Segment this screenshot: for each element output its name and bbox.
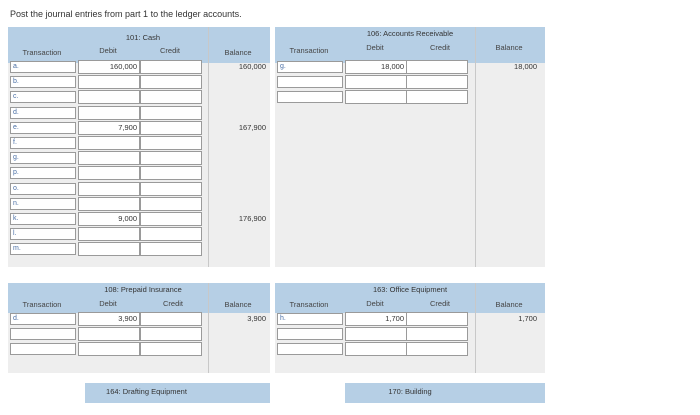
cash-row-transaction[interactable]: p.: [10, 167, 76, 179]
prepaid-row-transaction[interactable]: [10, 343, 76, 355]
instruction-text: Post the journal entries from part 1 to the ledger accounts.: [10, 9, 242, 19]
cash-row-transaction[interactable]: b.: [10, 76, 76, 88]
ar-row-transaction[interactable]: [277, 91, 343, 103]
cash-row-credit-input[interactable]: [140, 212, 202, 226]
cash-row-debit-input[interactable]: [78, 136, 140, 150]
cash-row-credit-input[interactable]: [140, 151, 202, 165]
cash-row-debit-input[interactable]: [78, 166, 140, 180]
ar-col-debit: Debit: [366, 43, 384, 52]
prepaid-col-credit: Credit: [162, 299, 183, 308]
office-title: 163: Office Equipment: [372, 285, 448, 294]
building-title: 170: Building: [388, 387, 432, 396]
prepaid-row-transaction[interactable]: d.: [10, 313, 76, 325]
cash-row-transaction[interactable]: l.: [10, 228, 76, 240]
prepaid-row-debit-input[interactable]: [78, 327, 140, 341]
cash-title: 101: Cash: [125, 33, 161, 42]
prepaid-col-transaction: Transaction: [22, 300, 62, 309]
cash-col-balance: Balance: [224, 48, 252, 57]
cash-row-debit-input[interactable]: [78, 90, 140, 104]
ar-row-debit-input[interactable]: [345, 75, 407, 89]
cash-row-credit-input[interactable]: [140, 227, 202, 241]
office-row-transaction[interactable]: [277, 328, 343, 340]
office-row-credit-input[interactable]: [406, 342, 468, 356]
prepaid-col-debit: Debit: [99, 299, 117, 308]
cash-row-debit-input[interactable]: [78, 242, 140, 256]
office-col-transaction: Transaction: [289, 300, 329, 309]
prepaid-title: 108: Prepaid Insurance: [104, 285, 182, 294]
ar-row-transaction[interactable]: g.: [277, 61, 343, 73]
prepaid-row-credit-input[interactable]: [140, 342, 202, 356]
cash-col-credit: Credit: [159, 46, 180, 55]
office-col-debit: Debit: [366, 299, 384, 308]
cash-row-debit-input[interactable]: [78, 197, 140, 211]
cash-row-credit-input[interactable]: [140, 121, 202, 135]
cash-row-credit-input[interactable]: [140, 75, 202, 89]
cash-row-debit-input[interactable]: [78, 75, 140, 89]
cash-row-debit-input[interactable]: 160,000: [78, 60, 140, 74]
cash-row-credit-input[interactable]: [140, 242, 202, 256]
cash-col-debit: Debit: [99, 46, 117, 55]
office-row-transaction[interactable]: h.: [277, 313, 343, 325]
office-row-debit-input[interactable]: [345, 342, 407, 356]
cash-row-balance: 167,900: [238, 122, 266, 132]
cash-row-debit-input[interactable]: [78, 106, 140, 120]
cash-row-debit-input[interactable]: 9,000: [78, 212, 140, 226]
cash-row-credit-input[interactable]: [140, 182, 202, 196]
office-row-balance: 1,700: [518, 314, 537, 323]
cash-row-credit-input[interactable]: [140, 136, 202, 150]
ar-col-transaction: Transaction: [289, 46, 329, 55]
cash-row-transaction[interactable]: e.: [10, 122, 76, 134]
ar-row-debit-input[interactable]: [345, 90, 407, 104]
prepaid-row-debit-input[interactable]: 3,900: [78, 312, 140, 326]
ar-row-transaction[interactable]: [277, 76, 343, 88]
ar-row-credit-input[interactable]: [406, 90, 468, 104]
office-row-debit-input[interactable]: [345, 327, 407, 341]
cash-col-transaction: Transaction: [22, 48, 62, 57]
cash-row-balance: 160,000: [238, 62, 266, 71]
office-row-credit-input[interactable]: [406, 312, 468, 326]
cash-row-transaction[interactable]: m.: [10, 243, 76, 255]
ar-row-debit-input[interactable]: 18,000: [345, 60, 407, 74]
cash-row-credit-input[interactable]: [140, 90, 202, 104]
drafting-title: 164: Drafting Equipment: [106, 387, 187, 396]
cash-row-transaction[interactable]: c.: [10, 91, 76, 103]
ar-col-credit: Credit: [429, 43, 450, 52]
cash-row-credit-input[interactable]: [140, 197, 202, 211]
cash-row-credit-input[interactable]: [140, 166, 202, 180]
cash-row-debit-input[interactable]: [78, 151, 140, 165]
ar-col-balance: Balance: [495, 43, 523, 52]
cash-row-transaction[interactable]: k.: [10, 213, 76, 225]
ar-row-credit-input[interactable]: [406, 60, 468, 74]
cash-row-debit-input[interactable]: [78, 227, 140, 241]
cash-row-debit-input[interactable]: 7,900: [78, 121, 140, 135]
cash-row-transaction[interactable]: d.: [10, 107, 76, 119]
cash-row-transaction[interactable]: n.: [10, 198, 76, 210]
cash-row-debit-input[interactable]: [78, 182, 140, 196]
cash-row-balance: 176,900: [238, 214, 266, 223]
prepaid-row-credit-input[interactable]: [140, 312, 202, 326]
prepaid-row-credit-input[interactable]: [140, 327, 202, 341]
office-col-balance: Balance: [495, 300, 523, 309]
cash-row-credit-input[interactable]: [140, 60, 202, 74]
office-row-credit-input[interactable]: [406, 327, 468, 341]
prepaid-row-transaction[interactable]: [10, 328, 76, 340]
cash-row-transaction[interactable]: a.: [10, 61, 76, 73]
ar-row-credit-input[interactable]: [406, 75, 468, 89]
prepaid-col-balance: Balance: [224, 300, 252, 309]
cash-row-transaction[interactable]: g.: [10, 152, 76, 164]
prepaid-row-debit-input[interactable]: [78, 342, 140, 356]
ar-title: 106: Accounts Receivable: [366, 29, 454, 38]
office-col-credit: Credit: [429, 299, 450, 308]
cash-row-transaction[interactable]: f.: [10, 137, 76, 149]
office-row-transaction[interactable]: [277, 343, 343, 355]
office-row-debit-input[interactable]: 1,700: [345, 312, 407, 326]
cash-row-transaction[interactable]: o.: [10, 183, 76, 195]
ar-row-balance: 18,000: [514, 62, 537, 71]
prepaid-row-balance: 3,900: [247, 314, 266, 323]
cash-row-credit-input[interactable]: [140, 106, 202, 120]
